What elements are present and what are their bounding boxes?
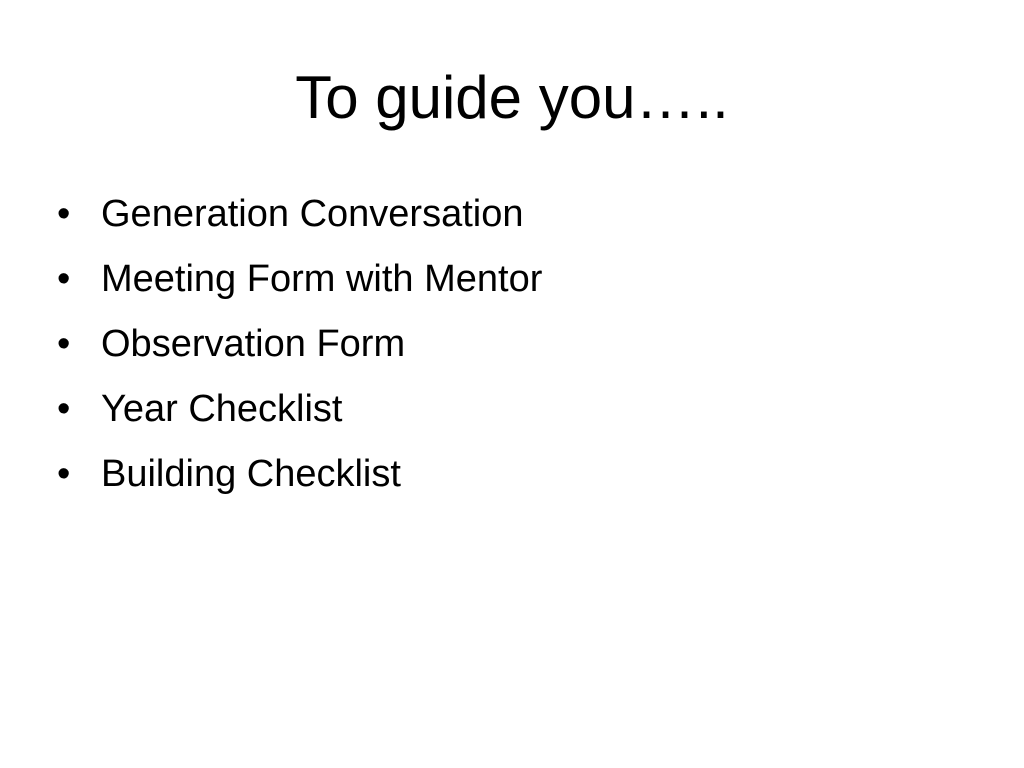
bullet-icon: • <box>57 323 71 365</box>
list-item-generation-conversation <box>57 182 977 247</box>
bullet-icon: • <box>57 258 71 300</box>
bullet-icon: • <box>57 453 71 495</box>
bullet-icon: • <box>57 388 71 430</box>
slide-title: To guide you….. <box>295 64 729 131</box>
list-item-building-checklist <box>57 442 977 507</box>
bullet-text: Meeting Form with Mentor <box>101 258 543 300</box>
list-item-meeting-form <box>57 247 977 312</box>
list-item-observation-form <box>57 312 977 377</box>
bullet-text: Generation Conversation <box>101 193 524 235</box>
bullet-text: Observation Form <box>101 323 406 365</box>
bullet-icon: • <box>57 193 71 235</box>
bullet-text: Building Checklist <box>101 453 401 495</box>
bullet-text: Year Checklist <box>101 388 343 430</box>
list-item-year-checklist <box>57 377 977 442</box>
bullet-list <box>57 182 977 507</box>
